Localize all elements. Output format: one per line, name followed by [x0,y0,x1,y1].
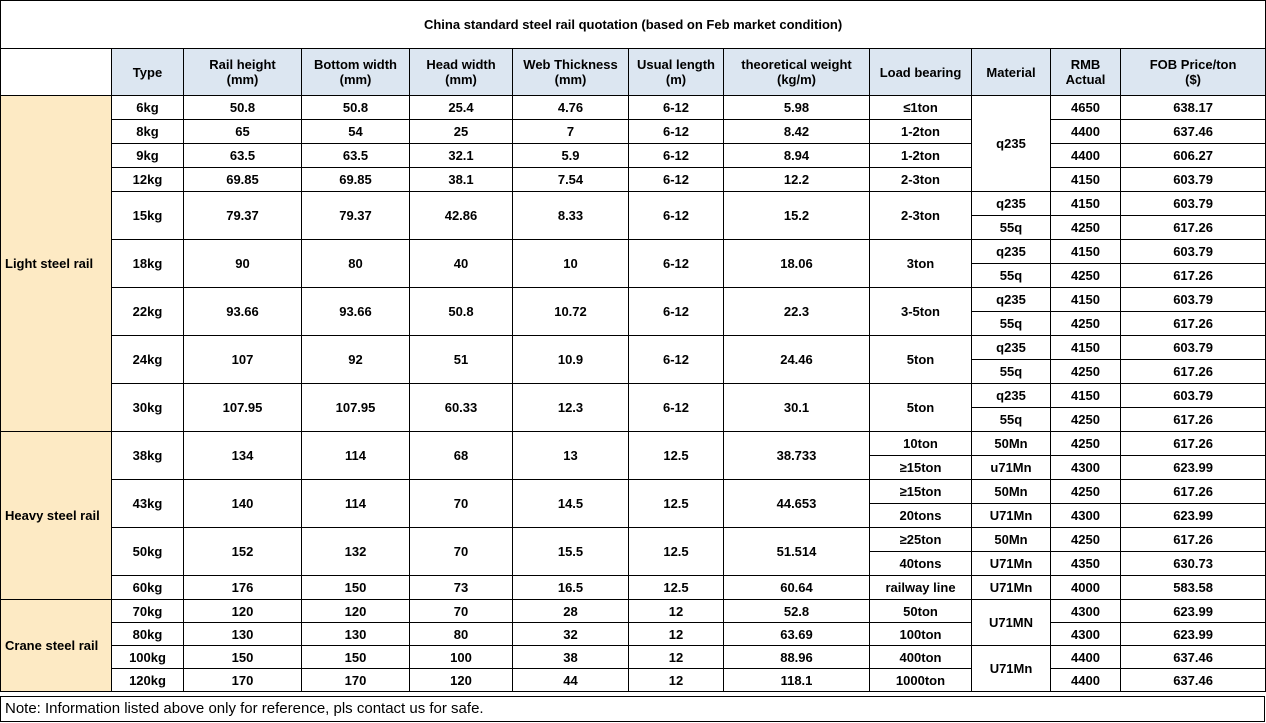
cell-head-width: 68 [410,432,513,480]
cell-rail-height: 65 [184,120,302,144]
cell-weight: 5.98 [724,96,870,120]
cell-fob: 617.26 [1121,480,1266,504]
cell-fob: 617.26 [1121,216,1266,240]
cell-bottom-width: 120 [302,600,410,623]
cell-load: railway line [870,576,972,600]
cell-type: 30kg [112,384,184,432]
cell-material: U71Mn [972,552,1051,576]
cell-type: 22kg [112,288,184,336]
cell-web-thickness: 5.9 [513,144,629,168]
cell-load: 10ton [870,432,972,456]
cell-fob: 617.26 [1121,432,1266,456]
cell-fob: 623.99 [1121,504,1266,528]
cell-type: 100kg [112,646,184,669]
cell-bottom-width: 92 [302,336,410,384]
cell-material: 50Mn [972,528,1051,552]
cell-rmb: 4150 [1051,336,1121,360]
cell-web-thickness: 10.9 [513,336,629,384]
cell-fob: 637.46 [1121,646,1266,669]
cell-fob: 623.99 [1121,600,1266,623]
cell-rmb: 4150 [1051,192,1121,216]
cell-material: U71Mn [972,646,1051,692]
cell-usual-length: 6-12 [629,240,724,288]
cell-weight: 12.2 [724,168,870,192]
cell-rail-height: 107 [184,336,302,384]
cell-material: q235 [972,288,1051,312]
cell-rmb: 4250 [1051,480,1121,504]
table-row [1,600,1266,623]
cell-material: q235 [972,336,1051,360]
cell-type: 8kg [112,120,184,144]
cell-usual-length: 6-12 [629,120,724,144]
category-light: Light steel rail [1,96,112,432]
cell-rail-height: 120 [184,600,302,623]
cell-head-width: 73 [410,576,513,600]
header-usual-length: Usual length (m) [629,49,724,96]
cell-rail-height: 130 [184,623,302,646]
cell-web-thickness: 7.54 [513,168,629,192]
cell-load: 1-2ton [870,144,972,168]
cell-weight: 63.69 [724,623,870,646]
cell-load: 1-2ton [870,120,972,144]
cell-fob: 638.17 [1121,96,1266,120]
cell-rmb: 4650 [1051,96,1121,120]
header-blank [1,49,112,96]
cell-web-thickness: 12.3 [513,384,629,432]
header-theoretical-weight: theoretical weight (kg/m) [724,49,870,96]
cell-fob: 583.58 [1121,576,1266,600]
cell-material: 55q [972,264,1051,288]
cell-head-width: 100 [410,646,513,669]
cell-weight: 118.1 [724,669,870,692]
cell-weight: 8.94 [724,144,870,168]
cell-load: ≤1ton [870,96,972,120]
cell-web-thickness: 16.5 [513,576,629,600]
cell-fob: 630.73 [1121,552,1266,576]
cell-bottom-width: 80 [302,240,410,288]
table-row [1,669,1266,692]
cell-rmb: 4400 [1051,144,1121,168]
cell-web-thickness: 4.76 [513,96,629,120]
cell-bottom-width: 114 [302,432,410,480]
cell-usual-length: 12.5 [629,480,724,528]
cell-head-width: 51 [410,336,513,384]
header-fob: FOB Price/ton ($) [1121,49,1266,96]
cell-bottom-width: 132 [302,528,410,576]
cell-type: 18kg [112,240,184,288]
cell-load: 40tons [870,552,972,576]
cell-weight: 15.2 [724,192,870,240]
cell-head-width: 70 [410,528,513,576]
cell-rail-height: 107.95 [184,384,302,432]
cell-load: ≥15ton [870,480,972,504]
header-head-width: Head width (mm) [410,49,513,96]
cell-fob: 637.46 [1121,669,1266,692]
table-row [1,168,1266,192]
header-material: Material [972,49,1051,96]
cell-head-width: 70 [410,600,513,623]
table-row [1,144,1266,168]
cell-rmb: 4300 [1051,623,1121,646]
cell-web-thickness: 13 [513,432,629,480]
cell-material: 55q [972,216,1051,240]
cell-rmb: 4400 [1051,120,1121,144]
cell-rail-height: 50.8 [184,96,302,120]
cell-rail-height: 90 [184,240,302,288]
cell-rmb: 4150 [1051,288,1121,312]
cell-type: 70kg [112,600,184,623]
cell-head-width: 120 [410,669,513,692]
cell-bottom-width: 63.5 [302,144,410,168]
table-row [1,528,1266,552]
cell-material: 50Mn [972,480,1051,504]
cell-fob: 603.79 [1121,384,1266,408]
cell-usual-length: 6-12 [629,168,724,192]
table-row [1,432,1266,456]
cell-load: ≥25ton [870,528,972,552]
cell-head-width: 80 [410,623,513,646]
cell-rail-height: 134 [184,432,302,480]
cell-head-width: 25.4 [410,96,513,120]
cell-web-thickness: 15.5 [513,528,629,576]
cell-rail-height: 69.85 [184,168,302,192]
cell-weight: 88.96 [724,646,870,669]
cell-usual-length: 6-12 [629,336,724,384]
cell-rmb: 4150 [1051,168,1121,192]
table-row [1,240,1266,264]
cell-fob: 617.26 [1121,408,1266,432]
cell-usual-length: 12 [629,623,724,646]
cell-rmb: 4250 [1051,216,1121,240]
cell-usual-length: 12 [629,600,724,623]
table-row [1,384,1266,408]
table-row [1,120,1266,144]
cell-rmb: 4250 [1051,360,1121,384]
cell-rmb: 4250 [1051,408,1121,432]
cell-load: 5ton [870,384,972,432]
cell-bottom-width: 69.85 [302,168,410,192]
cell-fob: 617.26 [1121,360,1266,384]
header-rmb: RMB Actual [1051,49,1121,96]
cell-rmb: 4250 [1051,264,1121,288]
cell-fob: 606.27 [1121,144,1266,168]
cell-rail-height: 93.66 [184,288,302,336]
cell-type: 80kg [112,623,184,646]
cell-usual-length: 12.5 [629,576,724,600]
table-row [1,288,1266,312]
cell-rmb: 4400 [1051,646,1121,669]
cell-usual-length: 6-12 [629,96,724,120]
cell-load: 400ton [870,646,972,669]
cell-weight: 52.8 [724,600,870,623]
cell-head-width: 60.33 [410,384,513,432]
cell-fob: 603.79 [1121,168,1266,192]
cell-load: 3ton [870,240,972,288]
cell-load: 1000ton [870,669,972,692]
cell-head-width: 70 [410,480,513,528]
cell-material: q235 [972,384,1051,408]
cell-load: 2-3ton [870,192,972,240]
cell-fob: 623.99 [1121,456,1266,480]
cell-bottom-width: 150 [302,646,410,669]
cell-web-thickness: 38 [513,646,629,669]
footer-note: Note: Information listed above only for reference, pls contact us for safe. [0,696,1265,722]
cell-web-thickness: 10.72 [513,288,629,336]
cell-material: q235 [972,240,1051,264]
cell-rmb: 4350 [1051,552,1121,576]
cell-fob: 603.79 [1121,192,1266,216]
cell-bottom-width: 107.95 [302,384,410,432]
cell-material: U71Mn [972,576,1051,600]
cell-usual-length: 6-12 [629,144,724,168]
cell-head-width: 25 [410,120,513,144]
cell-type: 50kg [112,528,184,576]
cell-weight: 44.653 [724,480,870,528]
cell-bottom-width: 150 [302,576,410,600]
cell-usual-length: 6-12 [629,288,724,336]
cell-rail-height: 140 [184,480,302,528]
cell-rmb: 4150 [1051,384,1121,408]
cell-rail-height: 176 [184,576,302,600]
cell-rail-height: 150 [184,646,302,669]
category-crane: Crane steel rail [1,600,112,692]
header-load-bearing: Load bearing [870,49,972,96]
table-row [1,623,1266,646]
table-row [1,480,1266,504]
cell-rmb: 4400 [1051,669,1121,692]
cell-load: 5ton [870,336,972,384]
cell-rail-height: 170 [184,669,302,692]
cell-material: q235 [972,192,1051,216]
cell-usual-length: 6-12 [629,192,724,240]
cell-usual-length: 12 [629,646,724,669]
cell-material: 50Mn [972,432,1051,456]
header-row [1,49,1266,96]
header-rail-height: Rail height (mm) [184,49,302,96]
cell-load: 20tons [870,504,972,528]
cell-material: U71Mn [972,504,1051,528]
cell-web-thickness: 14.5 [513,480,629,528]
cell-material: 55q [972,312,1051,336]
cell-bottom-width: 170 [302,669,410,692]
cell-usual-length: 12 [629,669,724,692]
cell-type: 15kg [112,192,184,240]
cell-web-thickness: 7 [513,120,629,144]
cell-type: 60kg [112,576,184,600]
cell-material: u71Mn [972,456,1051,480]
cell-type: 9kg [112,144,184,168]
cell-bottom-width: 114 [302,480,410,528]
cell-usual-length: 6-12 [629,384,724,432]
cell-fob: 617.26 [1121,528,1266,552]
cell-web-thickness: 8.33 [513,192,629,240]
cell-web-thickness: 28 [513,600,629,623]
table-row [1,336,1266,360]
cell-bottom-width: 50.8 [302,96,410,120]
cell-web-thickness: 44 [513,669,629,692]
cell-weight: 8.42 [724,120,870,144]
cell-type: 6kg [112,96,184,120]
cell-fob: 623.99 [1121,623,1266,646]
cell-fob: 617.26 [1121,312,1266,336]
cell-weight: 24.46 [724,336,870,384]
cell-usual-length: 12.5 [629,528,724,576]
table-row [1,576,1266,600]
cell-head-width: 32.1 [410,144,513,168]
cell-type: 43kg [112,480,184,528]
cell-load: 3-5ton [870,288,972,336]
cell-rmb: 4150 [1051,240,1121,264]
cell-fob: 603.79 [1121,240,1266,264]
cell-type: 120kg [112,669,184,692]
cell-fob: 603.79 [1121,336,1266,360]
cell-rmb: 4250 [1051,432,1121,456]
cell-fob: 617.26 [1121,264,1266,288]
cell-weight: 60.64 [724,576,870,600]
cell-material: 55q [972,408,1051,432]
cell-bottom-width: 130 [302,623,410,646]
cell-usual-length: 12.5 [629,432,724,480]
cell-type: 24kg [112,336,184,384]
category-heavy: Heavy steel rail [1,432,112,600]
cell-rail-height: 79.37 [184,192,302,240]
cell-weight: 30.1 [724,384,870,432]
cell-rmb: 4250 [1051,312,1121,336]
header-web-thickness: Web Thickness (mm) [513,49,629,96]
cell-material: q235 [972,96,1051,192]
cell-head-width: 40 [410,240,513,288]
cell-fob: 637.46 [1121,120,1266,144]
cell-load: ≥15ton [870,456,972,480]
cell-material: 55q [972,360,1051,384]
cell-rmb: 4250 [1051,528,1121,552]
cell-load: 2-3ton [870,168,972,192]
cell-weight: 51.514 [724,528,870,576]
cell-web-thickness: 10 [513,240,629,288]
header-type: Type [112,49,184,96]
cell-bottom-width: 79.37 [302,192,410,240]
cell-rail-height: 152 [184,528,302,576]
cell-bottom-width: 54 [302,120,410,144]
cell-rmb: 4300 [1051,456,1121,480]
cell-weight: 38.733 [724,432,870,480]
cell-head-width: 50.8 [410,288,513,336]
cell-head-width: 42.86 [410,192,513,240]
cell-bottom-width: 93.66 [302,288,410,336]
header-bottom-width: Bottom width (mm) [302,49,410,96]
cell-head-width: 38.1 [410,168,513,192]
cell-type: 38kg [112,432,184,480]
table-title: China standard steel rail quotation (based on Feb market condition) [1,1,1266,49]
cell-load: 100ton [870,623,972,646]
cell-web-thickness: 32 [513,623,629,646]
cell-rail-height: 63.5 [184,144,302,168]
cell-fob: 603.79 [1121,288,1266,312]
cell-rmb: 4300 [1051,504,1121,528]
cell-rmb: 4300 [1051,600,1121,623]
cell-rmb: 4000 [1051,576,1121,600]
cell-weight: 18.06 [724,240,870,288]
cell-type: 12kg [112,168,184,192]
cell-weight: 22.3 [724,288,870,336]
cell-load: 50ton [870,600,972,623]
table-row [1,646,1266,669]
table-row [1,96,1266,120]
table-row [1,192,1266,216]
cell-material: U71MN [972,600,1051,646]
